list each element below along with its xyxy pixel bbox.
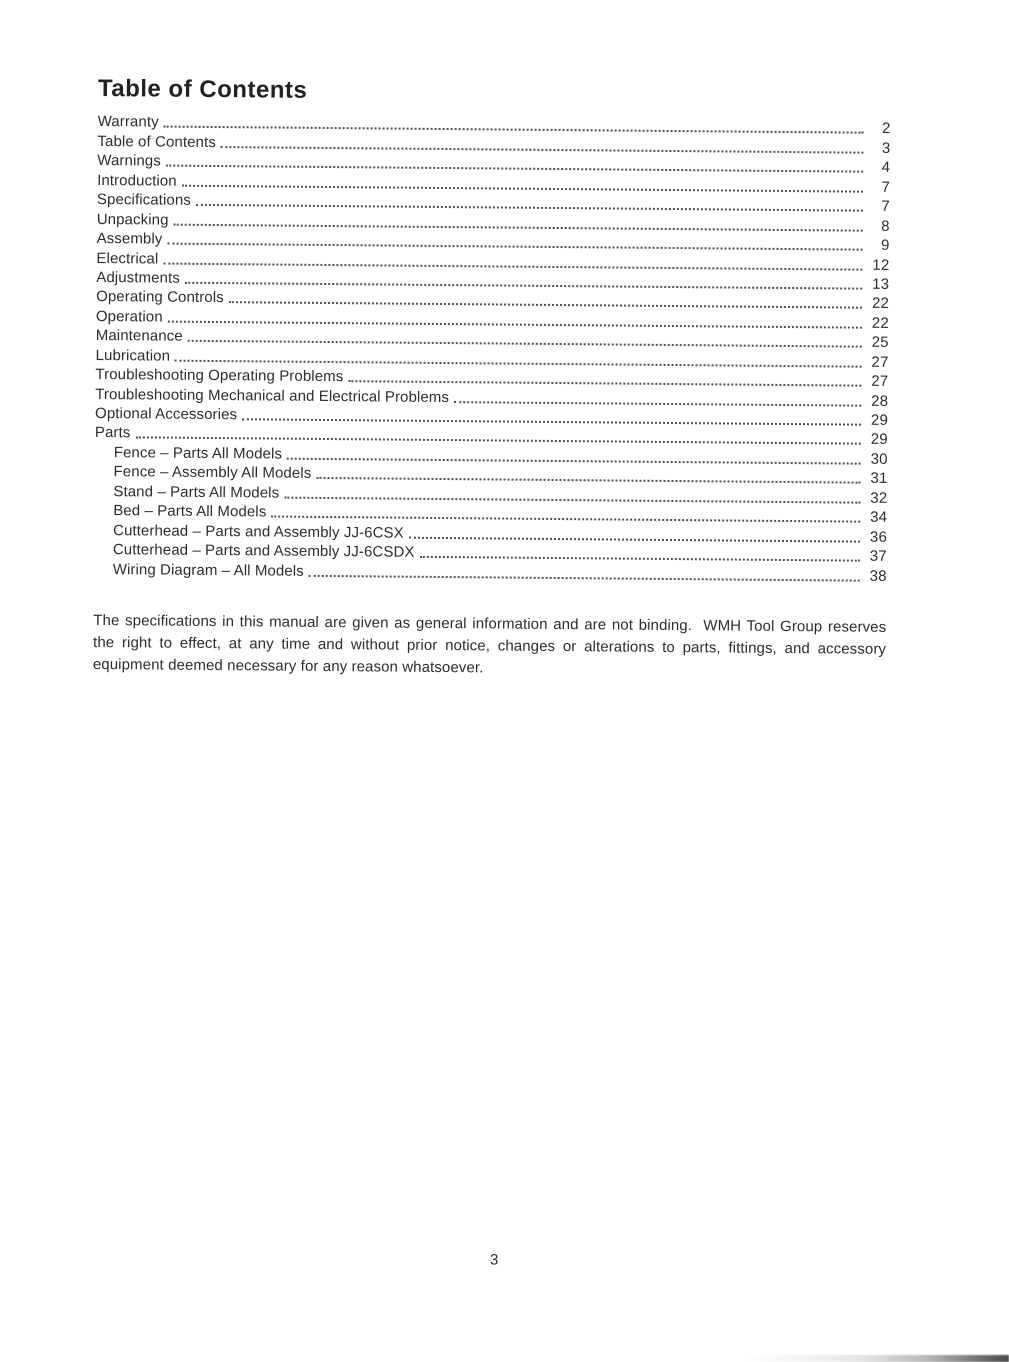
toc-list	[94, 111, 891, 584]
toc-entry-page: 12	[872, 256, 890, 274]
toc-entry-page: 22	[871, 295, 890, 313]
toc-leader-dots	[309, 574, 860, 581]
toc-entry-page: 27	[871, 372, 889, 391]
toc-entry-label: Troubleshooting Operating Problems	[95, 366, 344, 386]
toc-entry-page: 29	[870, 431, 888, 449]
toc-entry-page: 13	[872, 275, 890, 293]
toc-entry-page: 9	[880, 236, 890, 254]
toc-entry-page: 30	[870, 450, 888, 468]
toc-entry-page: 3	[881, 139, 891, 157]
scan-artifact-streak	[744, 1355, 1009, 1362]
toc-entry-page: 22	[871, 314, 889, 332]
toc-entry-page: 7	[881, 178, 891, 196]
toc-entry-label: Specifications	[96, 191, 191, 209]
toc-entry-label: Fence – Assembly All Models	[113, 463, 312, 483]
toc-entry-label: Operating Controls	[96, 288, 224, 307]
toc-entry-label: Lubrication	[95, 346, 171, 365]
toc-entry-label: Wiring Diagram – All Models	[112, 560, 304, 580]
toc-entry-label: Operation	[95, 307, 163, 326]
toc-entry-page: 28	[871, 392, 889, 410]
toc-entry-page: 36	[869, 528, 888, 546]
toc-entry-label: Optional Accessories	[95, 404, 238, 424]
toc-entry-label: Stand – Parts All Models	[113, 482, 280, 502]
toc-entry-page: 37	[869, 547, 887, 565]
toc-entry-page: 38	[869, 567, 887, 585]
toc-entry-label: Bed – Parts All Models	[113, 502, 267, 521]
toc-entry-label: Fence – Parts All Models	[113, 444, 283, 463]
toc-entry-label: Warnings	[97, 152, 161, 170]
page-number: 3	[489, 1251, 499, 1269]
toc-entry-label: Troubleshooting Mechanical and Electrical Problems	[95, 385, 450, 406]
toc-entry-label: Assembly	[96, 230, 163, 248]
toc-entry-page: 2	[881, 120, 891, 138]
toc-entry-page: 4	[881, 159, 891, 177]
toc-entry-label: Cutterhead – Parts and Assembly JJ-6CSDX	[112, 541, 415, 561]
toc-entry-page: 29	[870, 411, 889, 429]
toc-entry-page: 8	[881, 217, 890, 235]
toc-entry-label: Table of Contents	[97, 132, 216, 151]
toc-entry-label: Unpacking	[96, 210, 169, 229]
page-title: Table of Contents	[97, 74, 308, 104]
toc-entry-page: 27	[871, 353, 889, 371]
toc-entry-label: Electrical	[96, 249, 159, 268]
toc-entry-page: 25	[871, 333, 889, 352]
toc-entry-label: Cutterhead – Parts and Assembly JJ-6CSX	[112, 521, 404, 542]
toc-entry-label: Parts	[94, 424, 131, 442]
toc-entry-label: Warranty	[97, 113, 159, 131]
toc-entry-page: 34	[870, 508, 888, 527]
specifications-disclaimer-note: The specifications in this manual are given as general information and are not binding. WMH Tool Group reserves the right to effect, at any time and without prior notice, changes or alterations to parts, fittings, and accessory equipment deemed necessary for any reason whatsoever.	[92, 611, 891, 676]
toc-entry-label: Introduction	[97, 171, 177, 190]
toc-entry-page: 7	[881, 198, 890, 216]
toc-entry-label: Maintenance	[95, 327, 183, 345]
toc-entry-label: Adjustments	[96, 268, 180, 287]
toc-entry-page: 31	[870, 470, 888, 488]
toc-entry-page: 32	[870, 489, 888, 507]
